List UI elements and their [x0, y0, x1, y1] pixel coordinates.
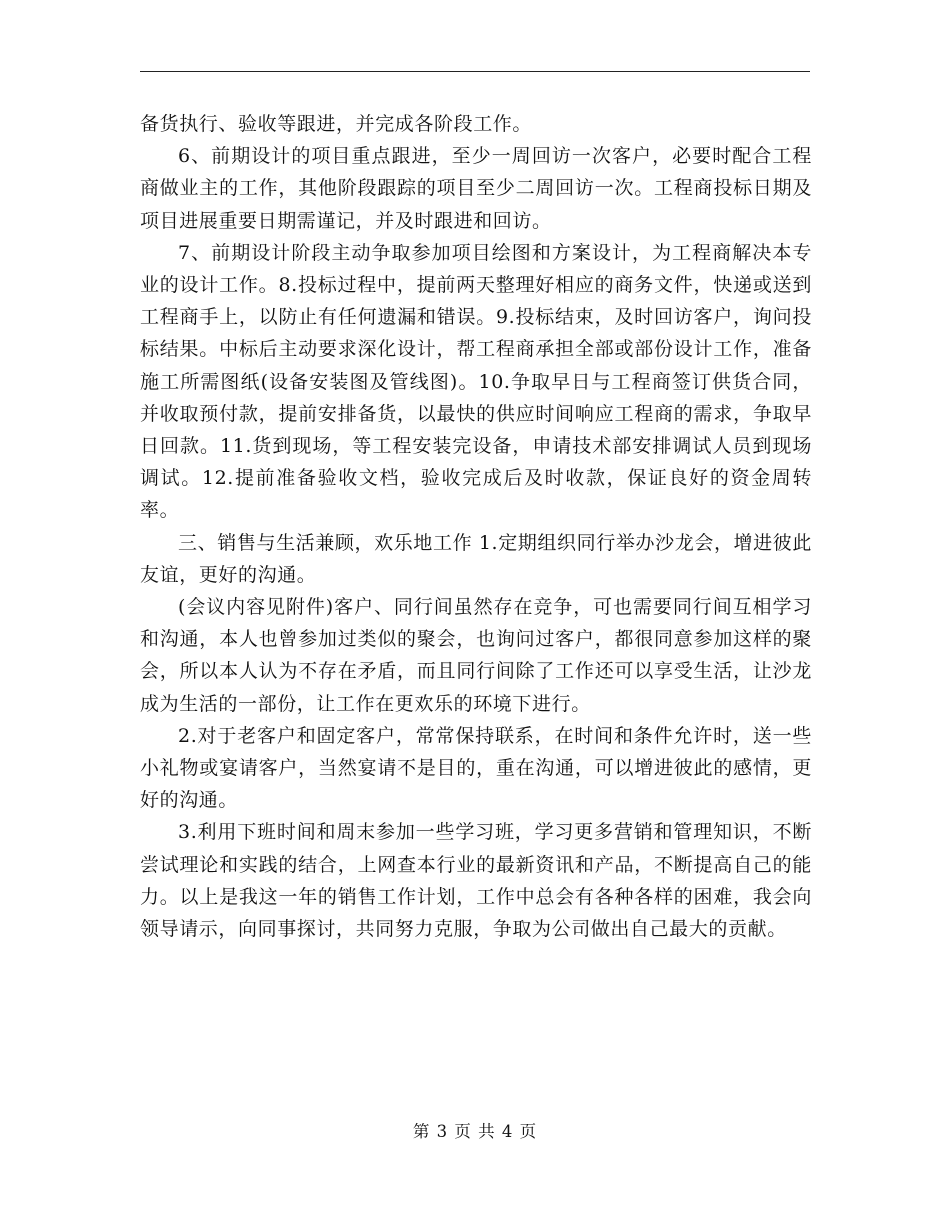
paragraph-section-3-heading: 三、销售与生活兼顾，欢乐地工作 1.定期组织同行举办沙龙会，增进彼此友谊，更好的沟通。 — [140, 531, 812, 586]
paragraph-meeting-note: (会议内容见附件)客户、同行间虽然存在竞争，可也需要同行间互相学习和沟通，本人也曾参加过类似的聚会，也询问过客户，都很同意参加这样的聚会，所以本人认为不存在矛盾，而且同行间除了工作还可以享受生活，让沙龙成为生活的一部份，让工作在更欢乐的环境下进行。 — [140, 596, 812, 715]
document-body — [140, 108, 812, 945]
header-rule — [140, 71, 810, 72]
paragraph-item-3: 3.利用下班时间和周末参加一些学习班，学习更多营销和管理知识，不断尝试理论和实践的结合，上网查本行业的最新资讯和产品，不断提高自己的能力。以上是我这一年的销售工作计划，工作中总会有各种各样的困难，我会向领导请示，向同事探讨，共同努力克服，争取为公司做出自己最大的贡献。 — [140, 821, 812, 941]
page-number-footer: 第 3 页 共 4 页 — [412, 1122, 538, 1141]
paragraph-item-2: 2.对于老客户和固定客户，常常保持联系，在时间和条件允许时，送一些小礼物或宴请客户，当然宴请不是目的，重在沟通，可以增进彼此的感情，更好的沟通。 — [140, 724, 812, 812]
paragraph-item-6: 6、前期设计的项目重点跟进，至少一周回访一次客户，必要时配合工程商做业主的工作，其他阶段跟踪的项目至少二周回访一次。工程商投标日期及项目进展重要日期需谨记，并及时跟进和回访。 — [140, 145, 812, 232]
paragraph-item-7-12: 7、前期设计阶段主动争取参加项目绘图和方案设计，为工程商解决本专业的设计工作。8.投标过程中，提前两天整理好相应的商务文件，快递或送到工程商手上，以防止有任何遗漏和错误。9.投标结束，及时回访客户，询问投标结果。中标后主动要求深化设计，帮工程商承担全部或部份设计工作，准备施工所需图纸(设备安装图及管线图)。10.争取早日与工程商签订供货合同，并收取预付款，提前安排备货，以最快的供应时间响应工程商的需求，争取早日回款。11.货到现场，等工程安装完设备，申请技术部安排调试人员到现场调试。12.提前准备验收文档，验收完成后及时收款，保证良好的资金周转率。 — [140, 241, 812, 522]
paragraph-continuation: 备货执行、验收等跟进，并完成各阶段工作。 — [140, 113, 533, 135]
